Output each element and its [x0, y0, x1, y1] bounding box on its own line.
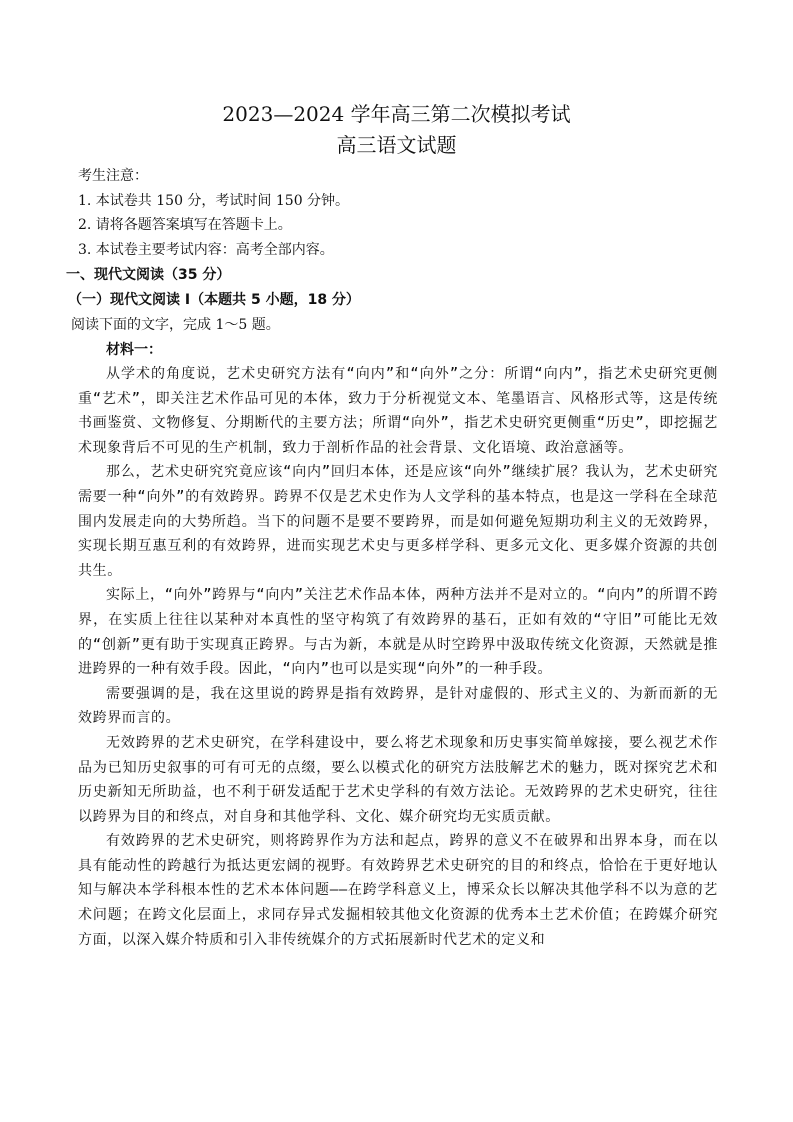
notice-item-1: 1. 本试卷共 150 分，考试时间 150 分钟。 [78, 193, 350, 209]
material-paragraph-6: 有效跨界的艺术史研究，则将跨界作为方法和起点，跨界的意义不在破界和出界本身，而在以具有能动性的跨越行为抵达更宏阔的视野。有效跨界艺术史研究的目的和终点，恰恰在于更好地认知与解决本学科根本性的艺术本体问题——在跨学科意义上，博采众长以解决其他学科不以为意的艺术问题；在跨文化层面上，求同存异式发掘相较其他文化资源的优秀本土艺术价值；在跨媒介研究方面，以深入媒介特质和引入非传统媒介的方式拓展新时代艺术的定义和 [78, 833, 718, 948]
section-title: 一、现代文阅读（35 分） [66, 267, 231, 283]
material-paragraph-2: 那么，艺术史研究究竟应该“向内”回归本体，还是应该“向外”继续扩展？我认为，艺术史研究需要一种“向外”的有效跨界。跨界不仅是艺术史作为人文学科的基本特点，也是这一学科在全球范围内发展走向的大势所趋。当下的问题不是要不要跨界，而是如何避免短期功利主义的无效跨界，实现长期互惠互利的有效跨界，进而实现艺术史与更多样学科、更多元文化、更多媒介资源的共创共生。 [78, 464, 718, 579]
exam-subtitle: 高三语文试题 [336, 133, 457, 157]
notice-heading: 考生注意： [78, 168, 148, 184]
material-text [78, 362, 718, 952]
material-paragraph-4: 需要强调的是，我在这里说的跨界是指有效跨界，是针对虚假的、形式主义的、为新而新的无效跨界而言的。 [78, 685, 718, 727]
material-paragraph-5: 无效跨界的艺术史研究，在学科建设中，要么将艺术现象和历史事实简单嫁接，要么视艺术作品为已知历史叙事的可有可无的点缀，要么以模式化的研究方法肢解艺术的魅力，既对探究艺术和历史新知无所助益，也不利于研发适配于艺术史学科的有效方法论。无效跨界的艺术史研究，往往以跨界为目的和终点，对自身和其他学科、文化、媒介研究均无实质贡献。 [78, 734, 718, 825]
section-instruction: 阅读下面的文字，完成 1～5 题。 [71, 317, 280, 333]
material-paragraph-1: 从学术的角度说，艺术史研究方法有“向内”和“向外”之分：所谓“向内”，指艺术史研究更侧重“艺术”，即关注艺术作品可见的本体，致力于分析视觉文本、笔墨语言、风格形式等，这是传统书画鉴赏、文物修复、分期断代的主要方法；所谓“向外”，指艺术史研究更侧重“历史”，即挖掘艺术现象背后不可见的生产机制，致力于剖析作品的社会背景、文化语境、政治意涵等。 [78, 366, 718, 456]
notice-item-3: 3. 本试卷主要考试内容：高考全部内容。 [78, 242, 334, 258]
material-paragraph-3: 实际上，“向外”跨界与“向内”关注艺术作品本体，两种方法并不是对立的。“向内”的所谓不跨界，在实质上往往以某种对本真性的坚守构筑了有效跨界的基石，正如有效的“守旧”可能比无效的“创新”更有助于实现真正跨界。与古为新，本就是从时空跨界中汲取传统文化资源，天然就是推进跨界的一种有效手段。因此，“向内”也可以是实现“向外”的一种手段。 [78, 587, 718, 678]
section-subtitle: （一）现代文阅读 I（本题共 5 小题，18 分） [68, 292, 360, 308]
notice-item-2: 2. 请将各题答案填写在答题卡上。 [78, 217, 292, 233]
exam-title: 2023—2024 学年高三第二次模拟考试 [222, 102, 571, 126]
material-label: 材料一： [106, 342, 162, 358]
